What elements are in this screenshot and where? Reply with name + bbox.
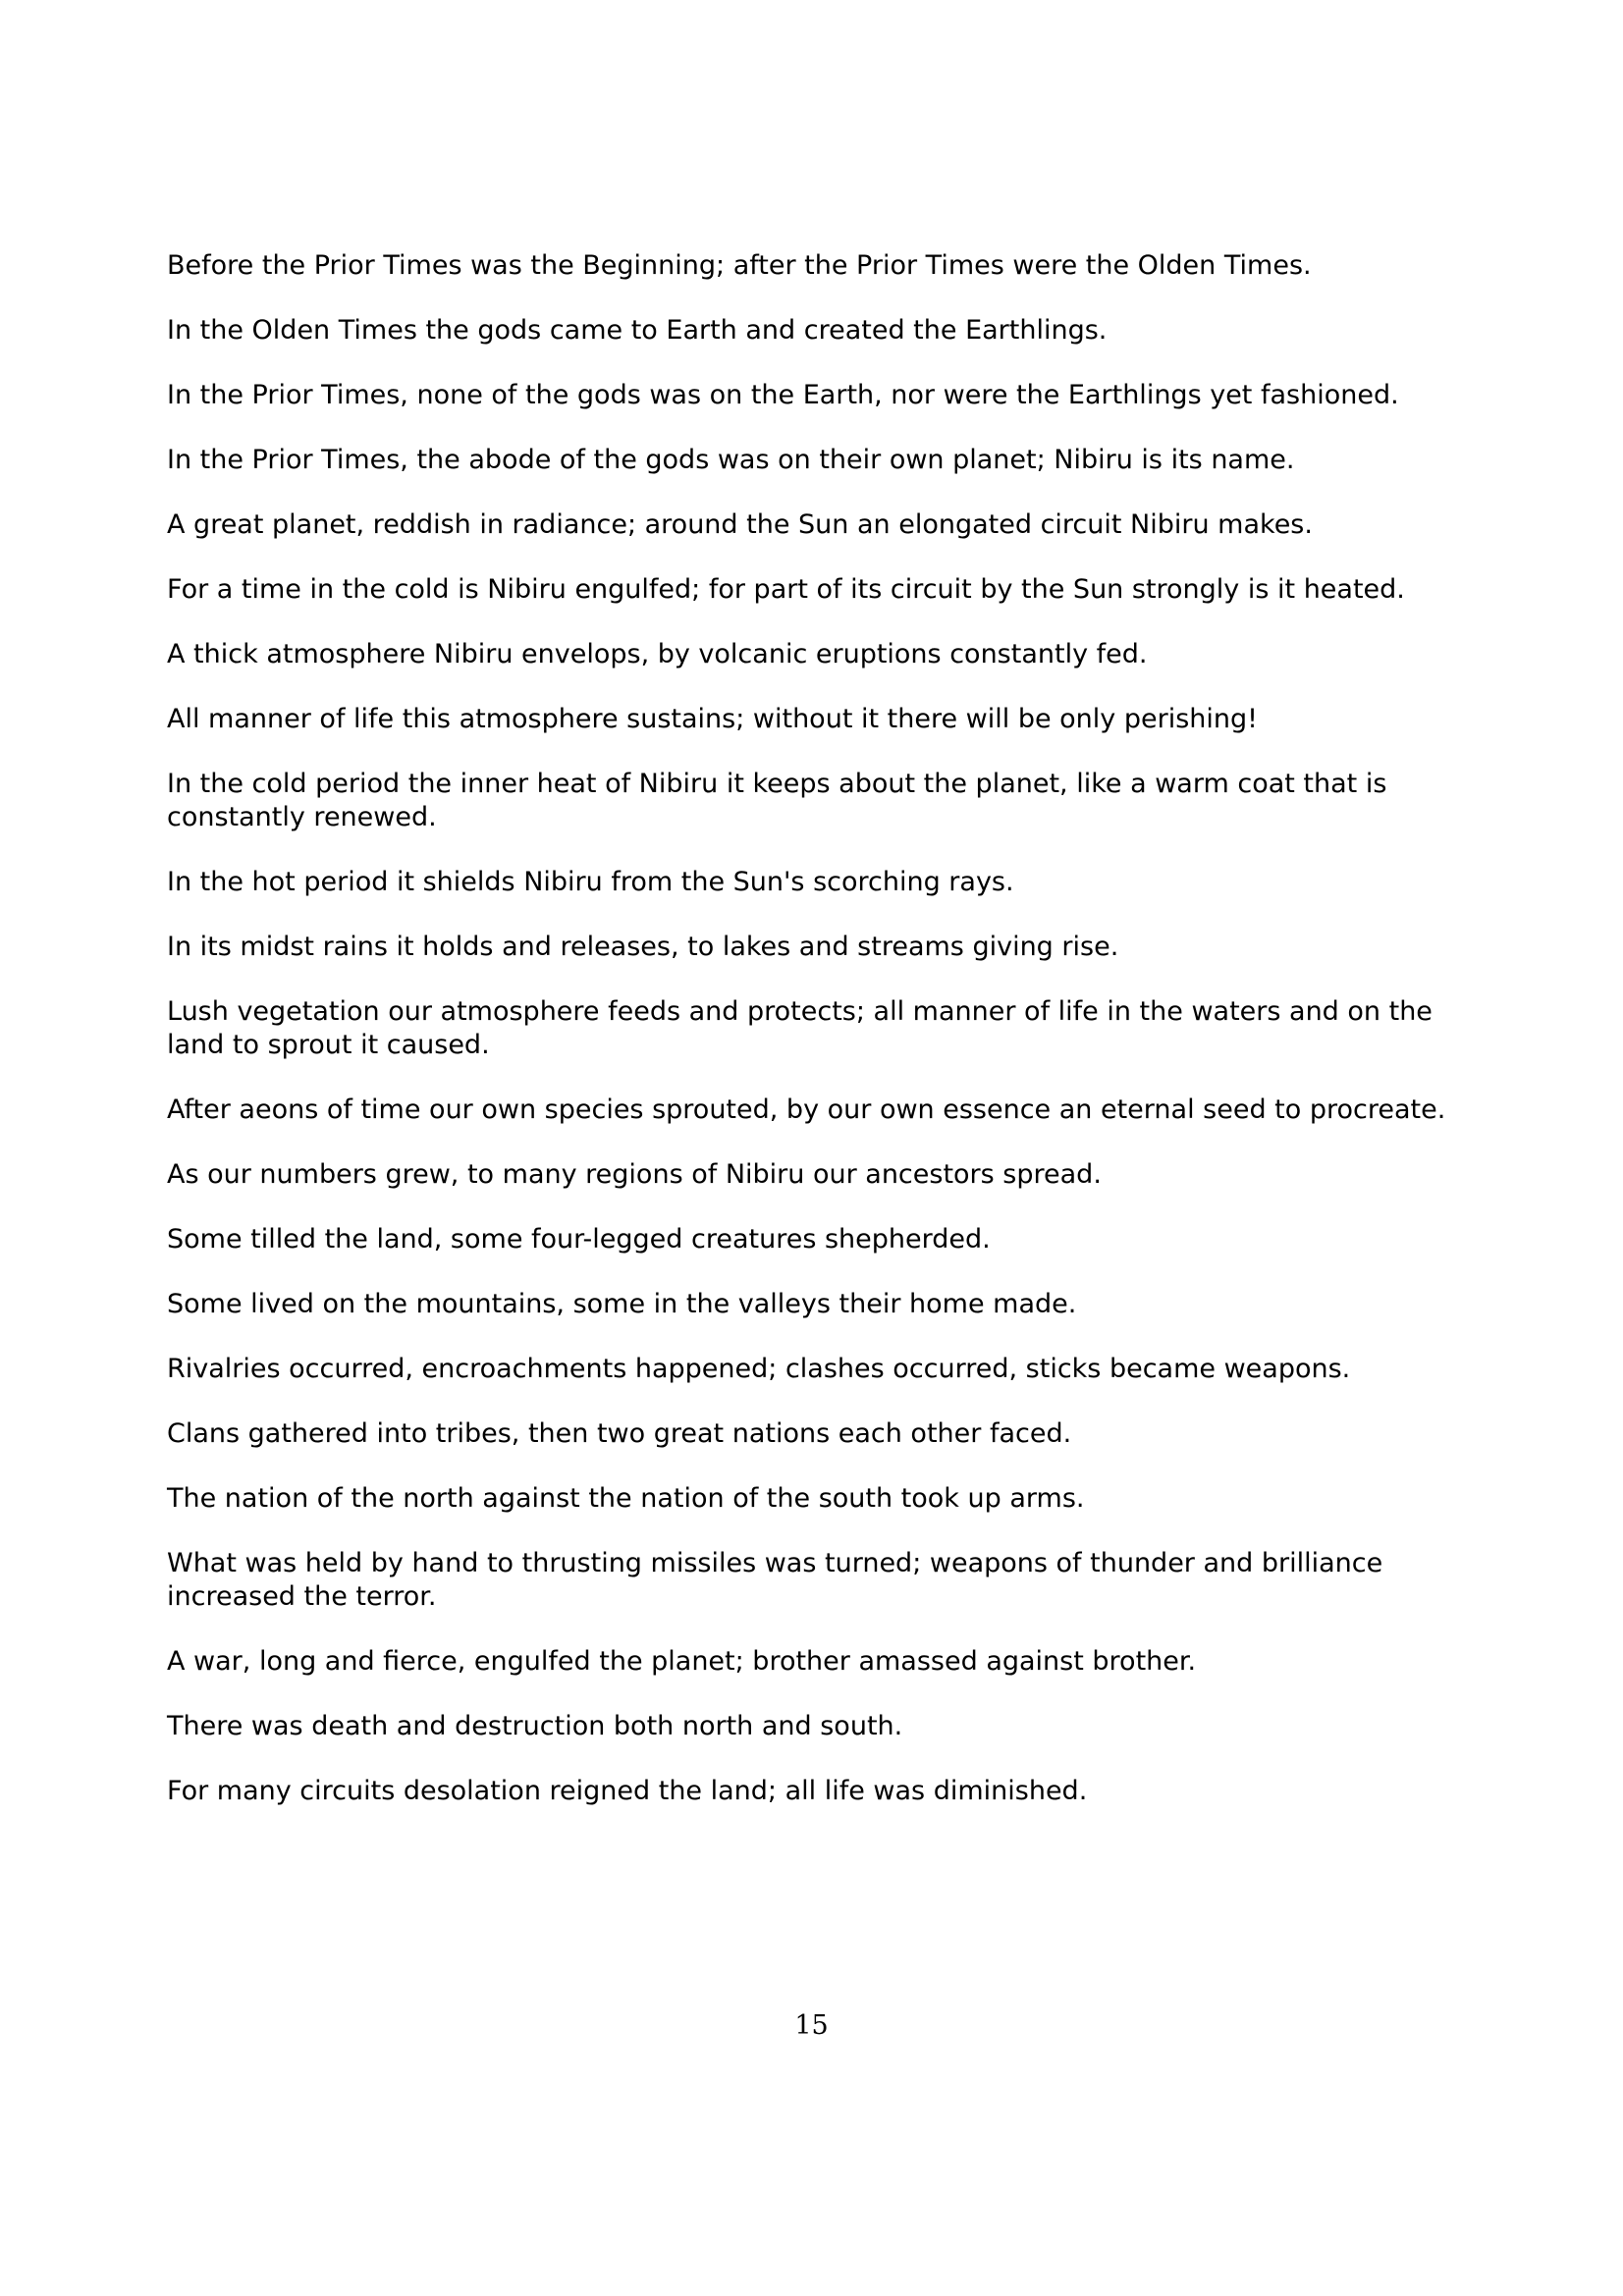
paragraph: All manner of life this atmosphere sustains; without it there will be only perishing! [167,704,1258,734]
paragraph: A war, long and fierce, engulfed the planet; brother amassed against brother. [167,1646,1197,1677]
paragraph: In the Prior Times, the abode of the gods was on their own planet; Nibiru is its name. [167,445,1295,475]
paragraph: For many circuits desolation reigned the land; all life was diminished. [167,1776,1088,1806]
paragraph: For a time in the cold is Nibiru engulfed; for part of its circuit by the Sun strongly is it heated. [167,574,1405,605]
paragraph: There was death and destruction both north and south. [167,1711,903,1741]
paragraph: Lush vegetation our atmosphere feeds and protects; all manner of life in the waters and on the land to sprout it caused. [167,996,1433,1060]
paragraph: What was held by hand to thrusting missiles was turned; weapons of thunder and brilliance increased the terror. [167,1548,1383,1612]
page-number: 15 [794,2010,829,2041]
paragraph: In the cold period the inner heat of Nibiru it keeps about the planet, like a warm coat that is constantly renewed. [167,769,1387,832]
paragraph: Rivalries occurred, encroachments happened; clashes occurred, sticks became weapons. [167,1354,1351,1384]
paragraph: Clans gathered into tribes, then two great nations each other faced. [167,1418,1072,1449]
paragraph: Some tilled the land, some four-legged creatures shepherded. [167,1224,991,1255]
paragraph: In the Prior Times, none of the gods was on the Earth, nor were the Earthlings yet fashioned. [167,380,1399,410]
paragraph: A great planet, reddish in radiance; around the Sun an elongated circuit Nibiru makes. [167,509,1313,540]
paragraph: In the hot period it shields Nibiru from the Sun's scorching rays. [167,867,1014,897]
paragraph: In its midst rains it holds and releases, to lakes and streams giving rise. [167,932,1119,962]
text-body [167,249,1473,1840]
paragraph: Some lived on the mountains, some in the valleys their home made. [167,1289,1077,1319]
paragraph: In the Olden Times the gods came to Earth and created the Earthlings. [167,315,1108,346]
paragraph: A thick atmosphere Nibiru envelops, by volcanic eruptions constantly fed. [167,639,1148,669]
paragraph: Before the Prior Times was the Beginning; after the Prior Times were the Olden Times. [167,250,1312,281]
paragraph: The nation of the north against the nation of the south took up arms. [167,1483,1085,1514]
paragraph: As our numbers grew, to many regions of Nibiru our ancestors spread. [167,1159,1102,1190]
paragraph: After aeons of time our own species sprouted, by our own essence an eternal seed to procreate. [167,1095,1446,1125]
